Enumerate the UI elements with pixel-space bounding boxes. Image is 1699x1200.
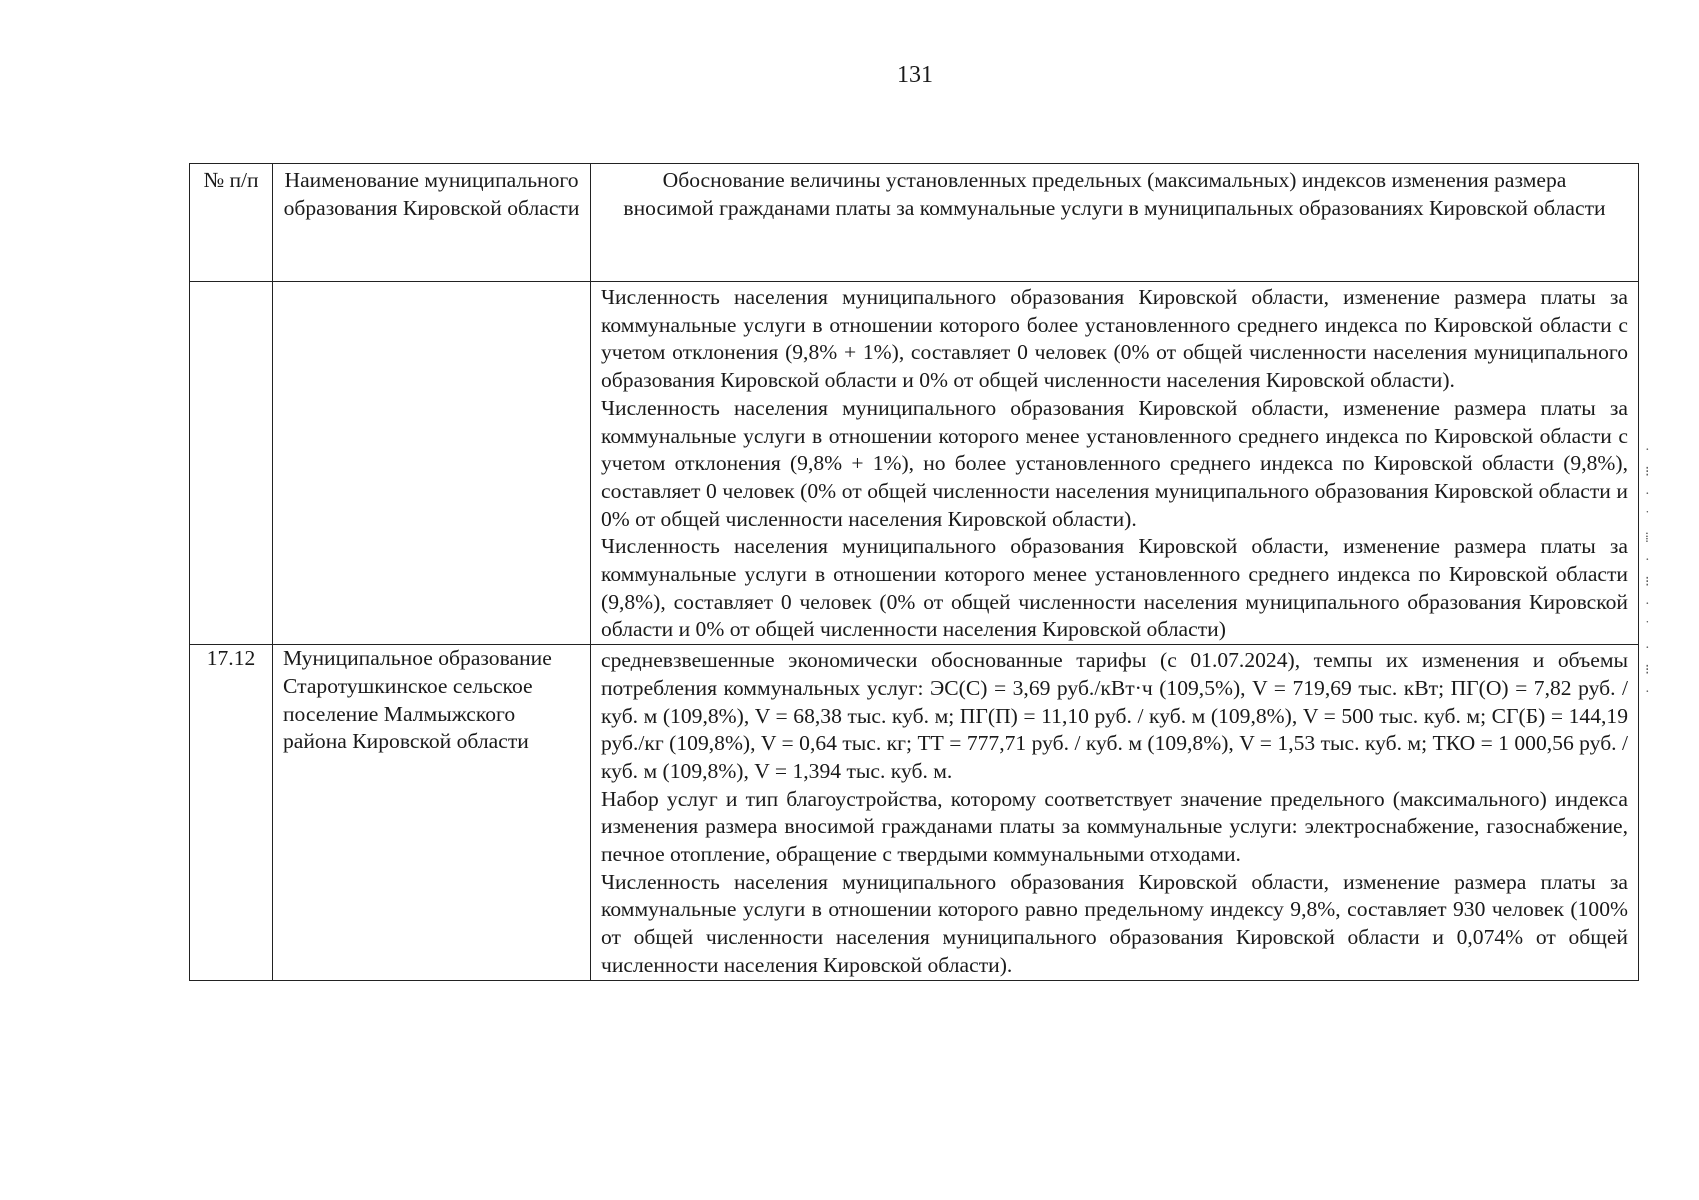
row-number	[190, 282, 273, 645]
table-row	[190, 645, 1639, 980]
justification-paragraph: Численность населения муниципального образования Кировской области, изменение размера платы за коммунальные услуги в отношении которого более установленного среднего индекса по Кировской области с учетом отклонения (9,8% + 1%), составляет 0 человек (0% от общей численности населения муниципального образования Кировской области и 0% от общей численности населения Кировской области).	[601, 285, 1628, 393]
index-justification-table	[189, 163, 1639, 981]
justification-paragraph: Численность населения муниципального образования Кировской области, изменение размера платы за коммунальные услуги в отношении которого равно предельному индексу 9,8%, составляет 930 человек (100% от общей численности населения муниципального образования Кировской области и 0,074% от общей численности населения Кировской области).	[601, 869, 1628, 977]
page-number: 131	[897, 62, 933, 88]
justification-paragraph: Набор услуг и тип благоустройства, которому соответствует значение предельного (максимального) индекса изменения размера вносимой гражданами платы за коммунальные услуги: электроснабжение, газоснабжение, печное отопление, обращение с твердыми коммунальными отходами.	[601, 786, 1628, 867]
table-header-row	[190, 164, 1639, 282]
justification-paragraph: Численность населения муниципального образования Кировской области, изменение размера платы за коммунальные услуги в отношении которого менее установленного среднего индекса по Кировской области (9,8%), составляет 0 человек (0% от общей численности населения муниципального образования Кировской области и 0% от общей численности населения Кировской области)	[601, 534, 1628, 642]
table-row	[190, 282, 1639, 645]
row-municipality-name	[273, 282, 591, 645]
header-municipality-name: Наименование муниципального образования Кировской области	[273, 164, 591, 282]
scan-margin-marks: · ⁝ · ˙ ⁞ · ⁝ · ˙ · ⁝ ·	[1645, 443, 1650, 700]
row-justification	[591, 645, 1639, 980]
justification-paragraph: Численность населения муниципального образования Кировской области, изменение размера платы за коммунальные услуги в отношении которого менее установленного среднего индекса по Кировской области с учетом отклонения (9,8% + 1%), но более установленного среднего индекса по Кировской области (9,8%), составляет 0 человек (0% от общей численности населения муниципального образования Кировской области и 0% от общей численности населения Кировской области).	[601, 395, 1628, 531]
row-number: 17.12	[190, 645, 273, 980]
justification-paragraph: средневзвешенные экономически обоснованные тарифы (с 01.07.2024), темпы их изменения и объемы потребления коммунальных услуг: ЭС(С) = 3,69 руб./кВт·ч (109,5%), V = 719,69 тыс. кВт; ПГ(О) = 7,82 руб. / куб. м (109,8%), V = 68,38 тыс. куб. м; ПГ(П) = 11,10 руб. / куб. м (109,8%), V = 500 тыс. куб. м; СГ(Б) = 144,19 руб./кг (109,8%), V = 0,64 тыс. кг; ТТ = 777,71 руб. / куб. м (109,8%), V = 1,53 тыс. куб. м; ТКО = 1 000,56 руб. / куб. м (109,8%), V = 1,394 тыс. куб. м.	[601, 648, 1628, 783]
header-justification: Обоснование величины установленных предельных (максимальных) индексов изменения размера вносимой гражданами платы за коммунальные услуги в муниципальных образованиях Кировской области	[591, 164, 1639, 282]
header-number: № п/п	[190, 164, 273, 282]
row-municipality-name: Муниципальное образование Старотушкинское сельское поселение Малмыжского района Кировской области	[273, 645, 591, 980]
row-justification	[591, 282, 1639, 645]
